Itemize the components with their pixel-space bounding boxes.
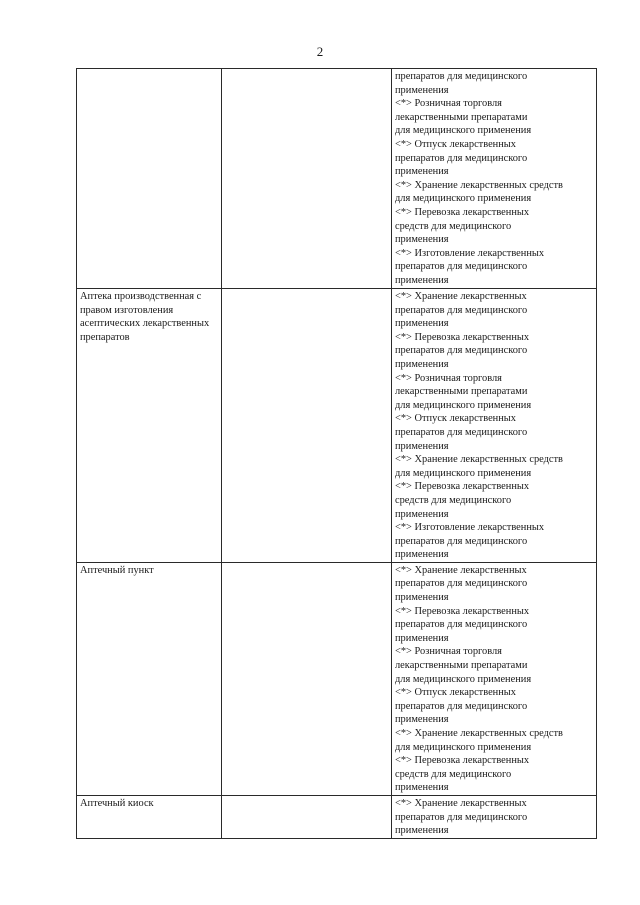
activity-line: применения bbox=[395, 274, 449, 286]
activities-cell bbox=[392, 795, 597, 838]
organization-type-cell bbox=[77, 69, 222, 289]
activity-line: препаратов для медицинского bbox=[395, 426, 528, 438]
organization-type-cell: Аптека производственная с правом изготовления асептических лекарственных препаратов bbox=[77, 289, 222, 563]
activity-line: применения bbox=[395, 440, 449, 452]
activity-line: <*> Хранение лекарственных средств bbox=[395, 179, 563, 191]
activity-line: <*> Отпуск лекарственных bbox=[395, 687, 516, 699]
activity-line: <*> Перевозка лекарственных bbox=[395, 755, 530, 767]
activity-line: <*> Хранение лекарственных средств bbox=[395, 454, 563, 466]
activity-line: применения bbox=[395, 84, 449, 96]
activity-line: для медицинского применения bbox=[395, 673, 532, 685]
activities-cell bbox=[392, 289, 597, 563]
activity-line: <*> Хранение лекарственных bbox=[395, 564, 527, 576]
activity-line: применения bbox=[395, 782, 449, 794]
activity-line: <*> Изготовление лекарственных bbox=[395, 247, 545, 259]
activity-line: препаратов для медицинского bbox=[395, 71, 528, 82]
activity-line: <*> Розничная торговля bbox=[395, 372, 502, 384]
activity-line: применения bbox=[395, 592, 449, 604]
activity-line: <*> Изготовление лекарственных bbox=[395, 522, 545, 534]
activity-line: <*> Отпуск лекарственных bbox=[395, 413, 516, 425]
table-row bbox=[77, 289, 597, 563]
activity-line: для медицинского применения bbox=[395, 741, 532, 753]
activity-line: препаратов для медицинского bbox=[395, 345, 528, 357]
activity-line: применения bbox=[395, 508, 449, 520]
activity-line: применения bbox=[395, 358, 449, 370]
activity-line: применения bbox=[395, 318, 449, 330]
organization-type-cell: Аптечный пункт bbox=[77, 562, 222, 795]
activity-line: <*> Розничная торговля bbox=[395, 646, 502, 658]
activity-line: препаратов для медицинского bbox=[395, 152, 528, 164]
activity-line: применения bbox=[395, 632, 449, 644]
activity-line: применения bbox=[395, 825, 449, 837]
table-row bbox=[77, 69, 597, 289]
activity-line: применения bbox=[395, 714, 449, 726]
activity-line: препаратов для медицинского bbox=[395, 700, 528, 712]
activity-line: применения bbox=[395, 234, 449, 246]
activity-line: для медицинского применения bbox=[395, 125, 532, 137]
activity-line: препаратов для медицинского bbox=[395, 304, 528, 316]
activity-line: препаратов для медицинского bbox=[395, 578, 528, 590]
table-row bbox=[77, 795, 597, 838]
activity-line: <*> Перевозка лекарственных bbox=[395, 481, 530, 493]
activity-line: <*> Хранение лекарственных bbox=[395, 291, 527, 302]
empty-cell bbox=[222, 562, 392, 795]
organization-type-cell: Аптечный киоск bbox=[77, 795, 222, 838]
activity-line: <*> Отпуск лекарственных bbox=[395, 138, 516, 150]
activity-line: лекарственными препаратами bbox=[395, 660, 528, 672]
empty-cell bbox=[222, 69, 392, 289]
activity-line: препаратов для медицинского bbox=[395, 261, 528, 273]
activity-line: препаратов для медицинского bbox=[395, 535, 528, 547]
pharmacy-activities-table bbox=[76, 68, 597, 839]
empty-cell bbox=[222, 289, 392, 563]
activity-line: <*> Перевозка лекарственных bbox=[395, 605, 530, 617]
activities-cell bbox=[392, 562, 597, 795]
activity-line: лекарственными препаратами bbox=[395, 111, 528, 123]
activity-line: <*> Перевозка лекарственных bbox=[395, 331, 530, 343]
activity-line: <*> Перевозка лекарственных bbox=[395, 206, 530, 218]
activity-line: препаратов для медицинского bbox=[395, 619, 528, 631]
activity-line: средств для медицинского bbox=[395, 768, 512, 780]
activity-line: средств для медицинского bbox=[395, 494, 512, 506]
activity-line: препаратов для медицинского bbox=[395, 811, 528, 823]
activity-line: средств для медицинского bbox=[395, 220, 512, 232]
activity-line: для медицинского применения bbox=[395, 193, 532, 205]
activity-line: для медицинского применения bbox=[395, 399, 532, 411]
table-row bbox=[77, 562, 597, 795]
page-number: 2 bbox=[316, 44, 324, 59]
empty-cell bbox=[222, 795, 392, 838]
activity-line: <*> Розничная торговля bbox=[395, 98, 502, 110]
activity-line: <*> Хранение лекарственных bbox=[395, 797, 527, 809]
activity-line: применения bbox=[395, 166, 449, 178]
activity-line: применения bbox=[395, 549, 449, 561]
activity-line: для медицинского применения bbox=[395, 467, 532, 479]
activity-line: лекарственными препаратами bbox=[395, 386, 528, 398]
activity-line: <*> Хранение лекарственных средств bbox=[395, 728, 563, 739]
activities-cell bbox=[392, 69, 597, 289]
